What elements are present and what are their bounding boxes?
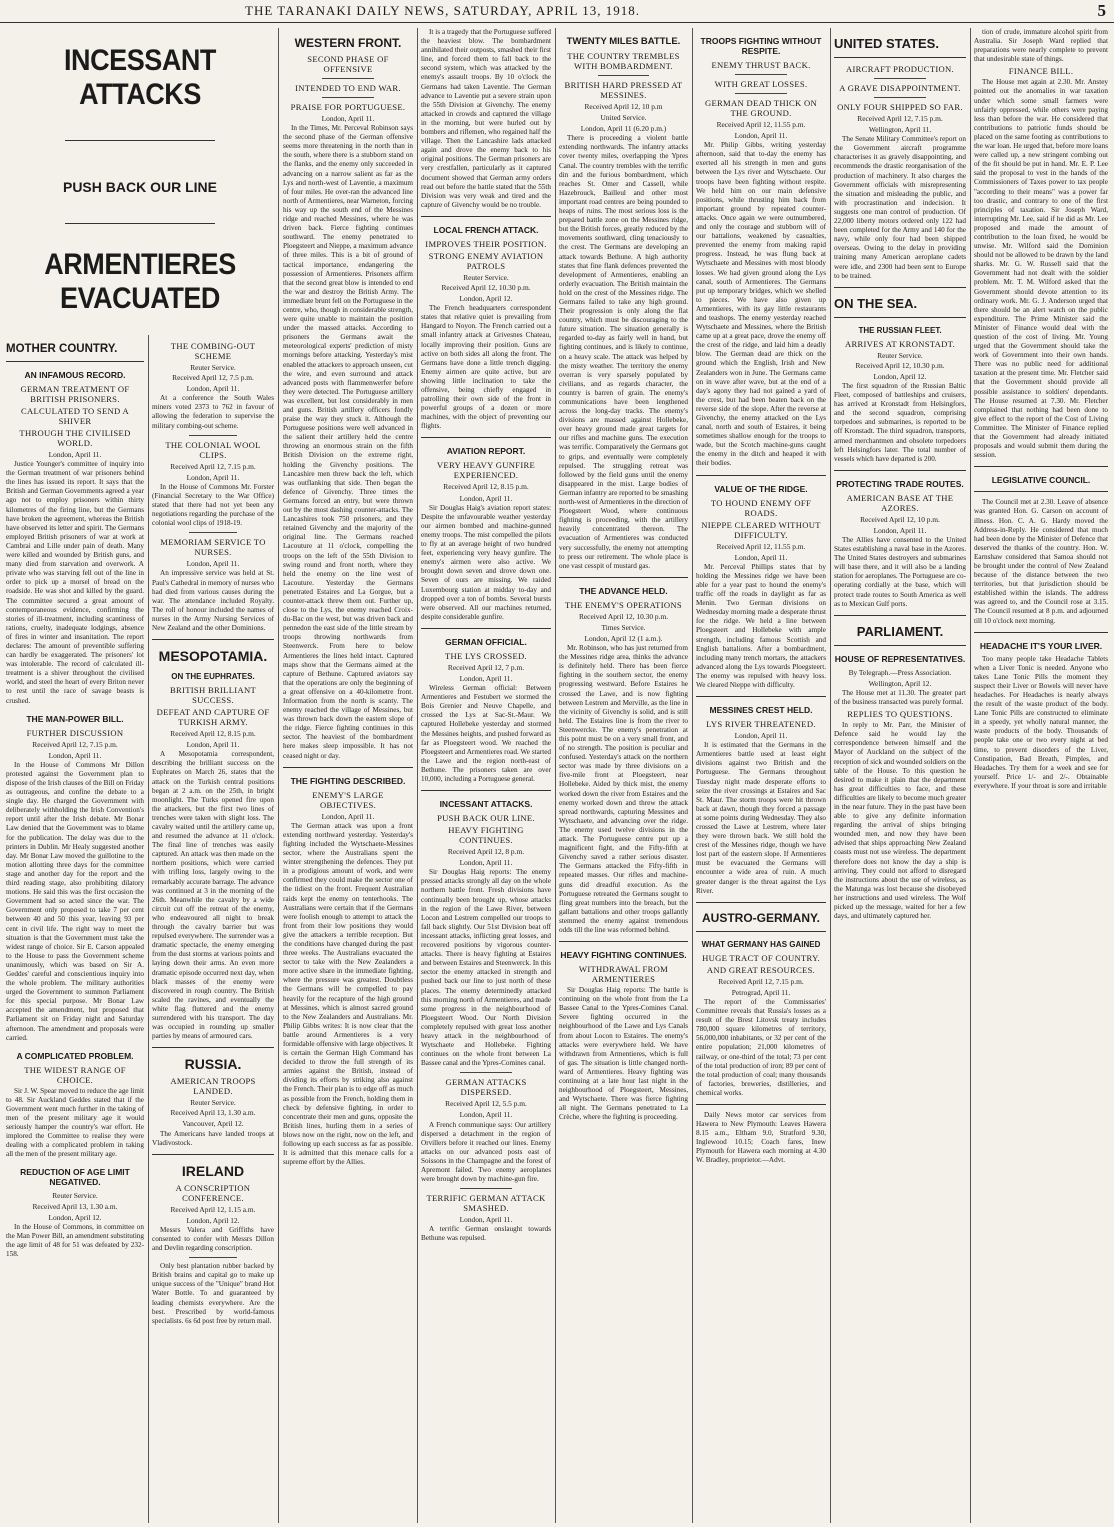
article-head: THE COMBING-OUT SCHEME (170, 341, 256, 361)
received-line: Received April 12, 10.30 p.m. (441, 282, 531, 292)
article-body: The Senate Military Committee's report on the Government aircraft programme characterises it as gravely disappointing, and recommends the drastic reorganisation of the production of machinery. It also charges the Government officials with misrepresenting the situation and misleading the public, and with procrastination and indecision. It suggests one man control of production. Of 22,000 liberty motors ordered only 122 had been completed for the Army and 140 for the navy, while only four had been shipped overseas. Owing to the delay in providing training many American aeroplane cadets were idle, and 2300 had been sent to Europe to be trained. (834, 135, 966, 280)
article-subhead: THROUGH THE CIVILISED WORLD. (19, 428, 131, 448)
source-line: By Telegraph.—Press Association. (848, 667, 952, 677)
divider (421, 216, 551, 217)
divider (834, 57, 966, 58)
dateline: London, April 11. (459, 1110, 513, 1120)
article-subhead: ONLY FOUR SHIPPED SO FAR. (837, 102, 963, 112)
article-subhead: TO HOUND ENEMY OFF ROADS. (710, 497, 812, 518)
article-body: Messrs Valera and Griffiths have consented to confer with Messrs Dillon and Devlin regarding conscription. (152, 1225, 274, 1253)
article-subhead: PUSH BACK OUR LINE. (437, 813, 535, 824)
article-head: VALUE OF THE RIDGE. (714, 483, 808, 494)
article-subhead: THE ENEMY'S OPERATIONS (564, 599, 682, 610)
section-head: ON THE SEA. (834, 295, 918, 311)
divider (421, 437, 551, 438)
column-rule (970, 28, 971, 1523)
dateline: Petrograd, April 11. (731, 987, 791, 997)
column-4 (421, 28, 551, 1523)
article-subhead: ENEMY THRUST BACK. (711, 60, 811, 70)
divider (421, 790, 551, 791)
divider (974, 632, 1108, 633)
received-line: Received April 12, 10 p.m. (860, 514, 940, 524)
article-head: THE FIGHTING DESCRIBED. (290, 775, 406, 786)
column-8 (974, 28, 1108, 1523)
article-subhead: GERMAN TREATMENT OF BRITISH PRISONERS. (20, 384, 130, 404)
article-subhead: THE WIDEST RANGE OF CHOICE. (24, 1064, 126, 1085)
article-body: tion of crude, immature alcohol spirit from Australia. Sir Joseph Ward replied that preparations were nearly complete to prevent that undesirable state of things. (974, 28, 1108, 64)
article-subhead: WITHDRAWAL FROM ARMENTIERES (578, 964, 669, 985)
divider (598, 75, 650, 76)
article-body: Wireless German official: Between Armentieres and Festubert we stormed the Bois Grenier and Neuve Chapelle, and crossed the Lys at Sac-St.-Maur. We captured Hollebeke yesterday and stormed the Messines heights, and pushed forward as far as Ploegsteert wood. We reached the Ploegsteert and Armentieres road. We started the Lawe and the region north-east of Bethune. The prisoners taken are over 10,000, including a Portuguese general. (421, 684, 551, 783)
article-head: HOUSE OF REPRESENTATIVES. (834, 653, 966, 664)
article-body: A French communique says: Our artillery dispersed a detachment in the region of Orvillers before it reached our lines. Enemy attacks on our advanced posts east of Soissons in the Champagne and the forest of Apremont failed. Two enemy aeroplanes were brought down by machine-gun fire. (421, 1120, 551, 1184)
divider (460, 1072, 512, 1073)
article-body: A terrific German onslaught towards Bethune was repulsed. (421, 1225, 551, 1243)
divider (696, 1104, 826, 1105)
article-subhead: STRONG ENEMY AVIATION PATROLS (428, 250, 544, 271)
article-subhead: ARRIVES AT KRONSTADT. (844, 338, 956, 349)
article-subhead: GERMAN DEAD THICK ON THE GROUND. (704, 98, 818, 118)
article-head: THE COLONIAL WOOL CLIPS. (165, 439, 261, 460)
dateline: London, April 11. (48, 450, 102, 459)
lead-headlines (6, 40, 274, 330)
article-body: Mr. Philip Gibbs, writing yesterday afternoon, said that to-day the enemy has exerted all his strength in men and guns between the Lys river and Wytschaete. Our troops have been fighting without respite. We held him on our main defensive positions, while thrusting him back from important ground by repeated counter-attacks. Once again we were outnumbered, and only the courage and stubborn will of our battalions, weakened by casualties, prevented the enemy from making rapid progress. Instead, he was flung back at Wytschaete and Messines with most bloody losses. We had given ground along the Lys canal, south of Armentieres. The Germans put up temporary bridges, which we shelled to pieces. We have also given up Armentieres, with its gay little restaurants and teashops. The enemy yesterday reached Wytschaete and Messines, where the British came up at a great pace, drove the enemy off the crest of the ridge, and laid him a deadly blow. The German dead are thick on the ground which the English, Irish and New Zealanders won in June. The Germans came on in wave after wave, but at the end of a day's agony they had not gained a yard of the crest, but had been beaten back on the reverse side of the slope. After the reverse at Givenchy, the enemy attacked on the Lys canal, north and south of Estaires, it being sometimes shallow enough for the troops to wade, but the Scotch machine-guns caught the enemy in the ditch and heaped it with their bodies. (696, 141, 826, 468)
column-2 (152, 335, 274, 1523)
dateline: London, April 11. (459, 858, 513, 868)
article-subhead: HUGE TRACT OF COUNTRY. (702, 952, 820, 963)
article-body: At a conference the South Wales miners voted 2373 to 762 in favour of allowing the federation to supervise the military combing-out scheme. (152, 394, 274, 430)
divider (696, 931, 826, 932)
column-7 (834, 28, 966, 1523)
lead-headline: INCESSANT ATTACKS (64, 44, 216, 111)
divider (65, 140, 215, 141)
article-body: The House met again at 2.30. Mr. Anstey pointed out the anomalies in war taxation under which some small farmers were unfairly oppressed, while others were paying less than before the war. He considered that contributions to patriotic funds should be placed on the same footing as contributions to the war loan. He urged that, before more loans were called up, a new stringent combing out of the fit should be put in hand. Mr. E. P. Lee said the proposal to vest in the hands of the Commissioners of Taxes power to tax people "according to their means" was a power far too drastic, and contrary to one of the first principles of taxation. Sir Joseph Ward, interrupting Mr. Lee, said if he did as Mr. Lee proposed and made the amount of contribution to the loan fixed, he would be unwise. Mr. Wilford said the Dominion should not be allowed to be drawn by the land sharks. Mr. G. W. Russell said that the Government had not dealt with the soldier problem. Mr. T. M. Wilford asked that the Government should devote attention to its ordinary work. Mr. G. J. Anderson urged that there should be an alert watch on the public expenditure. The Prime Minister said the Minister of Finance would deal with the question of the cost of living. Mr. Young urged that the Government should take the work of Government into their own hands. There was no public need for additional taxation at the present time. Mr. Fletcher said that the Government should provide all possible assistance to soldiers' dependants. The House resumed at 7.30. Mr. Fletcher complained that nothing had been done to give effect to the report of the Cost of Living Committee. The Minister of Finance replied that the Government had already initiated proposals and would submit them during the session. (974, 78, 1108, 460)
column-rule (148, 335, 149, 1523)
divider (322, 97, 374, 98)
received-line: Received April 12, 8.15 p.m. (443, 482, 529, 492)
divider (696, 696, 826, 697)
article-body: The report of the Commissaries' Committee reveals that Russia's losses as a result of the Brest Litovsk treaty includes 780,000 square kilometres of territory, 56,000,000 inhabitants, or 32 per cent of the entire population; 21,000 kilometres of railway, or one-third of the total; 73 per cent of the total production of iron; 89 per cent of the total production of coal; many thousands of factories, breweries, distilleries, and chemical works. (696, 997, 826, 1097)
column-rule (692, 28, 693, 1523)
dateline: London, April 11. (48, 750, 102, 760)
article-subhead: THE COUNTRY TREMBLES WITH BOMBARDMENT. (567, 51, 680, 71)
divider (974, 491, 1108, 492)
article-subhead: BRITISH BRILLIANT SUCCESS. (169, 685, 257, 706)
received-line: Received April 12, 7.15 p.m. (170, 461, 256, 471)
divider (189, 1257, 238, 1258)
dateline: London, April 12. (873, 371, 927, 381)
dateline: London, April 11. (186, 472, 240, 482)
article-body: An impressive service was held at St. Paul's Cathedral in memory of nurses who had died from various causes during the war. The attendance included Royalty. The roll of honour included the names of nurses in the Army Nursing Services of New Zealand and the other Dominions. (152, 569, 274, 632)
received-line: Received April 12, 7.15 p.m. (32, 739, 118, 749)
divider (834, 470, 966, 471)
article-head: HEADACHE IT'S YOUR LIVER. (979, 640, 1103, 651)
article-subhead: AND GREAT RESOURCES. (706, 964, 816, 975)
divider (834, 317, 966, 318)
article-body: In the House of Commons Mr. Forster (Financial Secretary to the War Office) stated that there had not yet been any negotiations regarding the purchase of the colonial wool clips of 1918-19. (152, 482, 274, 528)
article-body: In reply to Mr. Parr, the Minister of Defence said he would lay the correspondence between himself and the Mayor of Auckland on the subject of the reception of sick and wounded soldiers on the table of the House. To this question he desired to make it plain that the department has great difficulties to face, and these difficulties are likely to become much greater in the near future. They in the past have been able to give any definite information regarding the arrival of ships bringing wounded men, and now they have been advised that ships approaching New Zealand coasts must not use wireless. The department therefore does not know the day a ship is arriving. They could not afford to disregard the instructions about the use of wireless, as the Matunga was lost because she disobeyed her instructions and used wireless. The Wolf picked up the message, waited for her a few days, and ultimately captured her. (834, 721, 966, 921)
received-line: Received April 12, 5.5 p.m. (445, 1099, 527, 1109)
divider (283, 767, 413, 768)
article-body: The Americans have landed troops at Vladivostock. (152, 1129, 274, 1147)
masthead (0, 0, 1114, 23)
received-line: Received April 12, 7.5 p.m. (172, 373, 254, 383)
article-body: Justice Younger's committee of inquiry into the German treatment of war prisoners behind the lines has issued its report. It says that the British and German Governments agreed a year ago not to employ prisoners within thirty kilometres of the firing line, but the Germans have broken the agreement, whereas the British have observed its letter and spirit. The Germans employed British prisoners of war at work at Cambrai and Lille under pain of death. Many were killed and wounded by British guns, and many died from starvation and overwork. A private who was starving fell out of the line in order to pick up a morsel of bread on the roadside. He was shot and killed by the guard. The committee secured a great amount of contemporaneous evidence, confirming the stories of ill-treatment, including scantiness of rations, cruelty, inadequate lodgings, absence of fires in winter and insanitation. The report declares: The amount of preventible suffering can hardly be exaggerated. The prisoners' lot was intolerable. The record of calculated ill-treatment is a shiver throughout the civilised world, and steel the heart of every Briton never to rest until the race of savage beasts is crushed. (6, 460, 144, 705)
divider (152, 639, 274, 640)
source-line: United Service. (600, 113, 647, 123)
received-line: Received April 12, 11.55 p.m. (716, 120, 806, 129)
dateline: London, April 11. (459, 493, 513, 503)
received-line: Received April 13, 1.30 a.m. (32, 1201, 118, 1211)
article-body: The House met at 11.30. The greater part of the business transacted was purely formal. (834, 688, 966, 707)
article-subhead: INTENDED TO END WAR. (295, 83, 401, 93)
article-subhead: A GRAVE DISAPPOINTMENT. (839, 83, 961, 93)
article-head: GERMAN ATTACKS DISPERSED. (445, 1077, 527, 1098)
source-line: Reuter Service. (463, 272, 509, 282)
source-line: Reuter Service. (190, 363, 236, 372)
source-line: Times Service. (601, 622, 646, 632)
divider (6, 361, 144, 362)
divider (189, 435, 238, 436)
article-body: Mr. Robinson, who has just returned from the Messines ridge area, thinks the advance is definitely held. There has been fierce fighting in the southern sector, the enemy progressing westward. Before Estaires he crossed the Lawe, and is now fighting between Lestrem and Merville, as the line in the vicinity of Givenchy is solid, and is still held. The Estaires line is from the river to Steenwercke. The enemy's penetration at this point must be on a very small front, and of no strength. The position is peculiar and confused. Yesterday's attack on the northern sector was made by three divisions on a five-mile front at Ploegsteert, near Hollebeke. Aided by thick mist, the enemy worked down the river from Estaires and the enemy worked down and threw the attack spread northwards, capturing Messines and Wytschaete, and advancing over the ridge. The enemy used twelve divisions in the attack. The Portuguese centre put up a magnificent fight, and the Fifty-fifth at Givenchy saved a rather serious disaster. The Germans attacked the Fifty-fifth in repeated masses. Our rifles and machine-guns did dreadful execution. As the Portuguese retreated the Germans sought to fling great numbers into the breach, but the gallant battalions and other troops gallantly stemmed the enemy against tremendous odds till the line was reformed behind. (559, 644, 688, 934)
divider (65, 223, 215, 224)
dateline: London, April 12. (48, 1212, 102, 1222)
dateline: London, April 11. (734, 731, 788, 741)
article-head: AN INFAMOUS RECORD. (24, 370, 126, 380)
column-5 (559, 28, 688, 1523)
article-subhead: A CONSCRIPTION CONFERENCE. (175, 1182, 251, 1203)
article-subhead: AMERICAN BASE AT THE AZORES. (846, 492, 954, 513)
divider (874, 97, 927, 98)
section-head: MOTHER COUNTRY. (6, 343, 118, 355)
article-head: PROTECTING TRADE ROUTES. (836, 478, 964, 489)
divider (834, 615, 966, 616)
dateline: London, April 11. (186, 559, 240, 569)
article-head: MEMORIAM SERVICE TO NURSES. (160, 537, 266, 558)
divider (834, 287, 966, 288)
article-body: There is proceeding a violent battle extending northwards. The infantry attacks cover twenty miles, overlapping the Ypres Canal. The country trembles with the terrific din and the furious bombardment, which reaches St. Omer and Cassell, while Hazebrouck, Bailleul and other most important road centres are being pounded to heaps of ruins. The most serious loss is the prepared battle zone on the Messines ridge, but the British forces, greatly reduced by the movements southward, cling tenaciously to the crest. The Germans are developing an attack towards Bethune. A high authority states that fine flank defences prevented the development of Armentieres, enabling an orderly evacuation. The British maintain the hold on the crest of the Messines ridge. The Germans failed to take any high ground. Their progression is only along the flat country, which must be discouraging to the future situation. The situation generally is regarded to-day as fairly well in hand, but fighting continues, and is likely to continue, on a heavy scale. The attack was helped by the misty weather. The territory the enemy overran is very sparsely populated by civilians, and as regards character, the country is barren of grain. The enemy's communications have been lengthened across the long-day tracks. The enemy's divisions are massed against Hollebeke, over heavy ground made great targets for our rifles and machine guns. The execution was terrific. Comparatively the Germans got to grips, and eventually were completely repulsed. The struggling retreat was followed by the field guns until the enemy disappeared in the mist. Large bodies of German infantry are reported to be smashing north-west of Armentieres in the direction of Ploegsteert Wood, where continuous fighting is proceeding, with the artillery heavily concentrated thereon. The evacuation of Armentieres was conducted very successfully, the enemy not attempting to press our retirement. The whole place is one vast cesspit of mustard gas. (559, 134, 688, 570)
article-body: Sir Douglas Haig's aviation report states: Despite the unfavourable weather yesterday our airmen bombed and machine-gunned enemy troops. The mist compelled the pilots to fly at an average height of two hundred feet, experiencing very heavy gunfire. The enemy's airmen were also active. We brought down seven and drove down one. Seven of ours are missing. We raided Luxembourg station at midday to-day and dropped over a ton of bombs. Several bursts were observed. All our machines returned, despite considerable gunfire. (421, 503, 551, 621)
article-body: A Mesopotamia correspondent, describing the brilliant success on the Euphrates on March 26, states that the attack on the Turkish central positions began at 2 a.m. on the 25th, in bright moonlight. The Turks opened fire upon the attackers, but the first two lines of trenches were taken with slight loss. The cavalry waited until the artillery came up, and resumed the advance at 11 o'clock. The final line of trenches was easily captured. An attack was then made on the northern positions, which were carried with trifling loss, largely owing to the remarkably accurate barrage. The advance was continued at 3 in the morning of the 26th. Meanwhile the cavalry by a wide circuit cut off the retreat of the enemy, who endeavoured all night to break through the cavalry barrier but was repulsed everywhere. The surrender was a dramatic spectacle, the enemy emerging from the dust storms at various points and laying down their arms. An even more dramatic episode occurred next day, when black masses of the enemy were discovered in rough country. The British scaled the ravines, and eventually the white flag fluttered and the enemy surrendered with his transport. The day was occupied in rounding up smaller parties by means of armoured cars. (152, 750, 274, 1041)
divider (834, 645, 966, 646)
article-body: The first squadron of the Russian Baltic Fleet, composed of battleships and cruisers, has arrived at Kronstadt from Helsingfors, and the second squadron, comprising torpedoes and submarines, is reported to be off Kronstadt. The third squadron, transports, armed merchantmen and obsolete torpedoers left Helsingfors later. The total number of vessels which have departed is 200. (834, 381, 966, 463)
article-head: A COMPLICATED PROBLEM. (16, 1050, 134, 1061)
received-line: Received April 13, 1.30 a.m. (170, 1108, 256, 1118)
column-3 (283, 28, 413, 1523)
article-subhead: HEAVY FIGHTING CONTINUES. (448, 825, 524, 846)
article-head: FINANCE BILL. (1008, 66, 1074, 77)
article-body: Sir Douglas Haig reports: The battle is continuing on the whole front from the La Bassee Canal to the Ypres-Comines Canal. Severe fighting occurred in the neighbourhood of the Lawe and Lys Canals from about Locon to Estaires. The enemy's attacks were everywhere held. We have withdrawn from Armentieres, which is full of gas. The situation is little changed north-ward of Armentieres. Heavy fighting was continuing at a late hour last night in the neighbourhood of Ploegsteert, Messines, and Wytschaete. There was fierce fighting all night. The Germans penetrated to La Crèche, where the fighting is proceeding. (559, 986, 688, 1122)
article-body: Mr. Perceval Phillips states that by holding the Messines ridge we have been able for a year past to hound the enemy's traffic off the roads in daylight as far as Menin. Two German divisions on Wednesday morning made a desperate thrust for the ridge. We held a line between Ploegsteert and Hollebeke with ample strength, including famous Scottish and English battalions. After a bombardment, including many trench mortars, the attackers advanced along the Lys towards Ploegsteert. The enemy was repulsed with heavy loss. We cleared Nieppe with difficulty. (696, 562, 826, 689)
divider (735, 74, 787, 75)
article-head: HEAVY FIGHTING CONTINUES. (560, 950, 687, 961)
column-1 (6, 335, 144, 1523)
article-head: MESSINES CREST HELD. (709, 705, 813, 716)
article-subhead: ENEMY'S LARGE OBJECTIVES. (312, 789, 384, 810)
divider (322, 78, 374, 79)
dateline: London, April 11. (459, 673, 513, 683)
divider (696, 902, 826, 903)
article-body: The German attack was upon a front extending northward yesterday. Yesterday's fighting included the Wytschaete-Messines sector, where the Australians spent the winter strengthening the defences. They put in a prodigious amount of work, and were confirmed they could make the sector one of the tidiest on the front. Frequent Australian raids kept the enemy on tenterhooks. The Australians were certain that if the Germans were foolish enough to attempt to attack the front from their low positions they would give the attackers a terrible reception. But the conditions have changed during the past three weeks. The Australians evacuated the sector to take with the New Zealanders a more active share in the immediate fighting, where the pressure was greatest. Doubtless the Germans will be compelled to pay heavily for the recapture of the high ground at Messines, which is almost sacred ground to the New Zealanders and Australians. Mr. Philip Gibbs writes: It is now clear that the battle around Armentieres is a very formidable offensive with large objectives. It is certain the German High Command has decided to throw the full strength of its armies against the British, instead of dividing its efforts by striking also against the French. Their plan is to edge off as much as possible from the French, holding them in check by defensive fighting, in order to concentrate their men and guns, opposite the British lines, hurling them in a series of blows now on the right, now on the left, and following up each success as far as possible. It is admitted that this menace calls for a supreme effort by the Allies. (283, 821, 413, 1167)
advertisement: Daily News motor car services from Hawera to New Plymouth: Leaves Hawera 8.15 a.m., Eltham 9.0, Stratford 9.30, Inglewood 10.15; Coach fares, Inew Plymouth for Hawera each morning at 4.30 W. Bradley, proprietor.—Advt. (696, 1110, 826, 1165)
article-subhead: NIEPPE CLEARED WITHOUT DIFFICULTY. (701, 519, 821, 540)
dateline: London, April 12 (1 a.m.). (584, 633, 663, 643)
article-body: It is estimated that the Germans in the Armentieres battle used at least eight divisions against two British and the Portuguese. The Germans throughout Tuesday night made desperate efforts to seize the river crossings at Estaires and Sac St. Maur. The storm troops were hit thrown back at dawn, though they forced a passage at some points during Wednesday. They also crossed the Lawe at Lestrem, where later they were thrown back. We still hold the crest of the Messines ridge, though we have lost part of the eastern slope. If Armentieres must be evacuated the Germans will encounter a wide area of ruin. A much greater danger is the threat against the Lys River. (696, 741, 826, 895)
dateline: London, April 11. (186, 740, 240, 750)
received-line: Received April 12, 10.30 p.m. (855, 360, 945, 370)
divider (974, 466, 1108, 467)
divider (460, 1188, 512, 1189)
received-line: Received April 12, 11.55 p.m. (716, 541, 806, 551)
column-rule (278, 28, 279, 1523)
dateline: London, April 12. (186, 1215, 240, 1225)
article-head: THE RUSSIAN FLEET. (858, 325, 942, 335)
section-head: UNITED STATES. (834, 36, 939, 51)
section-head: MESOPOTAMIA. (158, 648, 268, 665)
article-subhead: WITH GREAT LOSSES. (714, 79, 808, 89)
received-line: Received April 12, 10.30 p.m. (578, 611, 669, 621)
article-head: LOCAL FRENCH ATTACK. (433, 224, 539, 235)
divider (874, 78, 927, 79)
divider (152, 1047, 274, 1048)
divider (152, 1154, 274, 1155)
article-head: AVIATION REPORT. (446, 446, 526, 457)
received-line: Received April 12, 7.15 p.m. (857, 114, 943, 123)
article-subhead: VERY HEAVY GUNFIRE EXPERIENCED. (436, 460, 536, 481)
article-body: Sir J. W. Spear moved to reduce the age limit to 48. Sir Auckland Geddes stated that if the Government went much further in the taking of men of the present military age it would seriously hamper the country's war effort. He implored the Committee to realise they were dealing with a complicated problem in taking all the men of the present military age. (6, 1086, 144, 1159)
masthead-title: THE TARANAKI DAILY NEWS, SATURDAY, APRIL 13, 1918. (245, 3, 640, 18)
column-rule (830, 28, 831, 1523)
source-line: Reuter Service. (190, 1098, 236, 1108)
source-line: Reuter Service. (877, 350, 923, 360)
article-subhead: FURTHER DISCUSSION (26, 727, 124, 738)
column-rule (417, 28, 418, 1523)
dateline: London, April 11. (734, 131, 788, 141)
section-head: AUSTRO-GERMANY. (701, 910, 820, 925)
source-line: Reuter Service. (52, 1191, 98, 1201)
divider (559, 941, 688, 942)
article-body: The Council met at 2.30. Leave of absence was granted Hon. G. Carson on account of illness. Hon. C. A. G. Hardy moved the Address-in-Reply. He considered that much had been done by the Minister of Defence that deserved the thanks of the country. Hon. W. Earnshaw considered that Samoa should not be brought under the control of New Zealand because of the distance between the two territories, but that jurisdiction should be established within the islands. The address was agreed to, and the Council rose at 3.15. The Council resumed at 8 p.m. and adjourned till 10 o'clock next morning. (974, 498, 1108, 625)
article-subhead: CALCULATED TO SEND A SHIVER (20, 406, 130, 426)
received-line: Received April 12, 8 p.m. (447, 847, 525, 857)
section-head: WESTERN FRONT. (294, 36, 402, 50)
dateline: London, April 11. (186, 384, 240, 394)
article-body: The Allies have consented to the United States establishing a naval base in the Azores. The United States destroyers and submarines will base there, and it will also be a landing station for aeroplanes. The Portuguese are co-operating cordially at the base, which will protect trade routes to South America as well as to Mexican Gulf ports. (834, 536, 966, 608)
article-head: WHAT GERMANY HAS GAINED (701, 939, 821, 949)
lead-subhead: ARMENTIERES EVACUATED (44, 248, 236, 315)
dateline: London, April 11. (873, 525, 927, 535)
divider (421, 628, 551, 629)
advertisement: Only best plantation rubber backed by British brains and capital go to make up unique success of the "Unique" brand Hot Water Bottle. To and guaranteed by leading chemists everywhere. Are the best. Prescribed by world-famous specialists. 6s 6d post free by return mail. (152, 1262, 274, 1325)
article-head: THE MAN-POWER BILL. (26, 713, 124, 724)
lead-subhead: PUSH BACK OUR LINE (62, 179, 217, 195)
article-subhead: BRITISH HARD PRESSED AT MESSINES. (564, 80, 683, 100)
dateline: London, April 11. (459, 1215, 513, 1225)
dateline: London, April 12. (459, 294, 513, 304)
article-head: GERMAN OFFICIAL. (445, 636, 527, 647)
article-head: THE ADVANCE HELD. (579, 585, 668, 596)
article-head: TERRIFIC GERMAN ATTACK SMASHED. (426, 1193, 546, 1214)
article-subhead: PRAISE FOR PORTUGUESE. (290, 102, 406, 112)
received-line: Received April 12, 8.15 p.m. (170, 729, 256, 739)
dateline: Wellington, April 11. (868, 125, 932, 135)
article-head: ON THE EUPHRATES. (171, 672, 255, 682)
article-subhead: AIRCRAFT PRODUCTION. (845, 64, 955, 74)
received-line: Received April 12, 1.15 a.m. (170, 1204, 256, 1214)
article-head: TWENTY MILES BATTLE. (566, 36, 681, 47)
article-head: INCESSANT ATTACKS. (439, 799, 533, 810)
section-head: IRELAND (181, 1162, 245, 1179)
section-head: RUSSIA. (184, 1056, 242, 1073)
received-line: Received April 12, 7.15 p.m. (718, 976, 804, 986)
page-number: 5 (1097, 1, 1106, 20)
received-line: Received April 12, 10 p.m (584, 102, 663, 111)
article-body: In the House of Commons Mr Dillon protested against the Government plan to dispose of the Irish clauses of the Bill on Friday as outrageous, and confine the debate to a single day. He charged the Government with deliberately withholding the Irish Convention's report until after the Irish debate. Mr Bonar Law denied that the Government was to blame for the publication. The delay was due to the printers in Dublin. Mr Healy suggested another day. Mr Bonar Law moved the guillotine to the motion allotting three days for the committee stage and another day for the report and the third reading stage, also prohibiting dilatory motions. He said this was the first occasion the Government had so acted since the war. The Government only proposed to take 7 per cent between 40 and 50 this year, leaving 93 per cent in civil life. The right way to meet the situation is that the Government must take the widest range of choice. Sir E. Carson appealed to the House to pass the Government scheme unanimously, which was based on Sir A. Geddes' careful and conscientious inquiry into the whole problem. The military authorities urged the Government to summon Parliament for this special purpose. Mr Bonar Law accepted the amendment, but proposed that Parliament sit on Friday night and Saturday afternoon. The amendment and proposals were carried. (6, 760, 144, 1042)
article-body: The French headquarters correspondent states that relative quiet is prevailing from Hangard to Noyon. The French carried out a small infantry attack at Grivesnes Chateau, locally improving their position. Guns are active on both sides all along the front. The Germans have done a little trench digging. Enemy airmen are quite active, but are showing little inclination to take the offensive, being chiefly engaged in patrolling their own side of the front in powerful groups of a dozen or more machines, with the object of preventing our flights. (421, 304, 551, 431)
section-head: PARLIAMENT. (856, 623, 944, 639)
article-subhead: THE LYS CROSSED. (444, 650, 527, 661)
divider (735, 93, 787, 94)
dateline: London, April 11 (6.20 p.m.) (580, 124, 667, 134)
article-body: In the Times, Mr. Perceval Robinson says the second phase of the German offensive seems more threatening in the north than in the south, where there is a stubborn stand on the flanks, and the enemy only succeeded in advancing on a narrow salient as far as the Lys and north-west of Laventie, a maximum of four miles. He over-ran the advanced line north of Armentieres, near Warneton, forcing his way up the south end of the Messines ridge and reached Messines, where he was driven back. Fierce fighting continues southward. The enemy penetrated to Ploegsteert and Nieppe, a maximum advance of three miles. This is a bit of ground of tactical importance, endangering the possession of Armentieres. Prisoners affirm that the second great blow is intended to end the war and destroy the British Army. The immediate brunt fell on the Portuguese in the centre, who, though in considerable strength, were quite unable to maintain the position under the massed attacks. According to prisoners the Germans await the meteorological experts' prediction of misty mornings before attacking. Yesterday's mist enabled the attackers to approach unseen, cut the wire, and even surround and attack advanced posts with flammenwerfer before they were detected. The Portuguese artillery was excellent, but lost considerably in men and guns. British artillery officers fondly praise the way they stuck it. Although the Portuguese positions were well advanced in the salient their artillery held the centre throwing an enormous strain on the fifth British Division on the extreme right, holding the Givenchy positions. The Lancashire men threw back the left, which was outflanking that side. Then began the defence of Givenchy. Three times the Germans forced an entry, but were thrown out by the most dashing counter-attacks. The Lancashires took 750 prisoners, and they retained Givenchy and the majority of the original line. The Germans reached Lacouture at 11 o'clock, compelling the troops on the left of the 55th Division to swing round and front north, where they held the enemy on the line west of Lacouture. Yesterday the Germans penetrated Estaires and La Gorgue, but a counter-attack threw them out. Further up, close to the Lys, the enemy reached Croix-du-Bac on the west, but was driven back and pennedon the east side of the little stream by troops throwing northwards from Steenwerck. From here to below Armentieres the lines held intact. Captured maps show that the Germans aimed at the capture of Bethune. Captured aviators say that the operations are only the beginning of a great offensive on a 40-kilometre front. Information from the north is scanty. The enemy reached the village of Messines, but was thrown back down the eastern slope of the ridge. Fierce fighting continues in this sector. The heaviest of the bombardment here makes sleep impossible. It has not ceased night or day. (283, 124, 413, 760)
received-line: Received April 12, 7 p.m. (447, 662, 525, 672)
advertisement: Too many people take Headache Tablets when a Liver Tonic is needed. Anyone who takes Lane Tonic Pills the moment they suspect their Liver or Bowels will never have headaches. For Headaches is nearly always the result of the waste product of the body. Lane Tonic Pills are constructed to eliminate in a speedy, yet wholly natural manner, the waste products of the body. Thousands of people take one or two every night at bed time, to prevent disorders of the Liver, Constipation, Bad Breath, Pimples, and Headaches. Try them for a week and see for yourself. Price 1/- and 2/-. Obtainable everywhere. If your throat is sore and irritable (974, 654, 1108, 790)
article-head: LEGISLATIVE COUNCIL. (991, 475, 1091, 486)
divider (696, 475, 826, 476)
article-body: Sir Douglas Haig reports: The enemy pressed attacks strongly all day on the whole northern battle front. Fresh divisions have continually been brought up, whose attacks in the region of the Lawe River, between Locon and Lestrem compelled our troops to fall back slightly. Our 51st Division beat off incessant attacks, inflicting great losses, and recovered positions by vigorous counter-attacks. There is heavy fighting at Estaires and between Estaires and Steenwerck. In this sector the enemy attacked in strength and pushed back our line to just north of these places. The enemy determinedly attacked this morning north of Armentieres, and made some progress in the neighbourhood of Ploegsteert Wood. Our North Division completely repulsed with great loss another heavy attack in the neighbourhood of Wytschaete and Hollebeke. Fighting continues on the whole front between La Bassee canal and the Ypres-Comines canal. (421, 868, 551, 1068)
article-subhead: LYS RIVER THREATENED. (706, 719, 816, 730)
article-subhead: IMPROVES THEIR POSITION. (425, 238, 547, 249)
dateline: Vancouver, April 12. (182, 1119, 244, 1129)
dateline: Wellington, April 12. (868, 678, 932, 688)
dateline: London, April 11. (321, 114, 375, 123)
article-subhead: REPLIES TO QUESTIONS. (847, 709, 953, 720)
column-6 (696, 28, 826, 1523)
column-rule (555, 28, 556, 1523)
article-subhead: DEFEAT AND CAPTURE OF TURKISH ARMY. (156, 707, 270, 728)
article-head: TROOPS FIGHTING WITHOUT RESPITE. (700, 36, 822, 56)
article-subhead: AMERICAN TROOPS LANDED. (170, 1076, 256, 1097)
divider (559, 577, 688, 578)
divider (189, 532, 238, 533)
dateline: London, April 11. (734, 552, 788, 562)
article-body: In the House of Commons, in committee on the Man Power Bill, an amendment substituting the age limit of 48 for 51 was defeated by 232-158. (6, 1222, 144, 1259)
article-body: It is a tragedy that the Portuguese suffered the heaviest blow. The bombardment annihilated their outposts, smashed their first line, and forced them to fall back to the second system, which was attacked by the enemy's assault troops. By 10 o'clock the Germans had taken Laventie. The German advance to Laventie put a severe strain upon the 55th Division at Givenchy. The enemy attacked in crowds and captured the village in the morning, but were hurled out by bombers and riflemen, who regained half the village. Then the Lancashire lads attacked again and drove the enemy back to his original positions. The German prisoners are very crestfallen, particularly as it captured document showed that German army orders read out before the battle stated that the 55th Division was very weak and tired and the capture of Givenchy would be no trouble. (421, 28, 551, 209)
dateline: London, April 11. (321, 811, 375, 821)
article-subhead: SECOND PHASE OF OFFENSIVE (307, 54, 389, 74)
article-head: REDUCTION OF AGE LIMIT NEGATIVED. (20, 1167, 130, 1188)
